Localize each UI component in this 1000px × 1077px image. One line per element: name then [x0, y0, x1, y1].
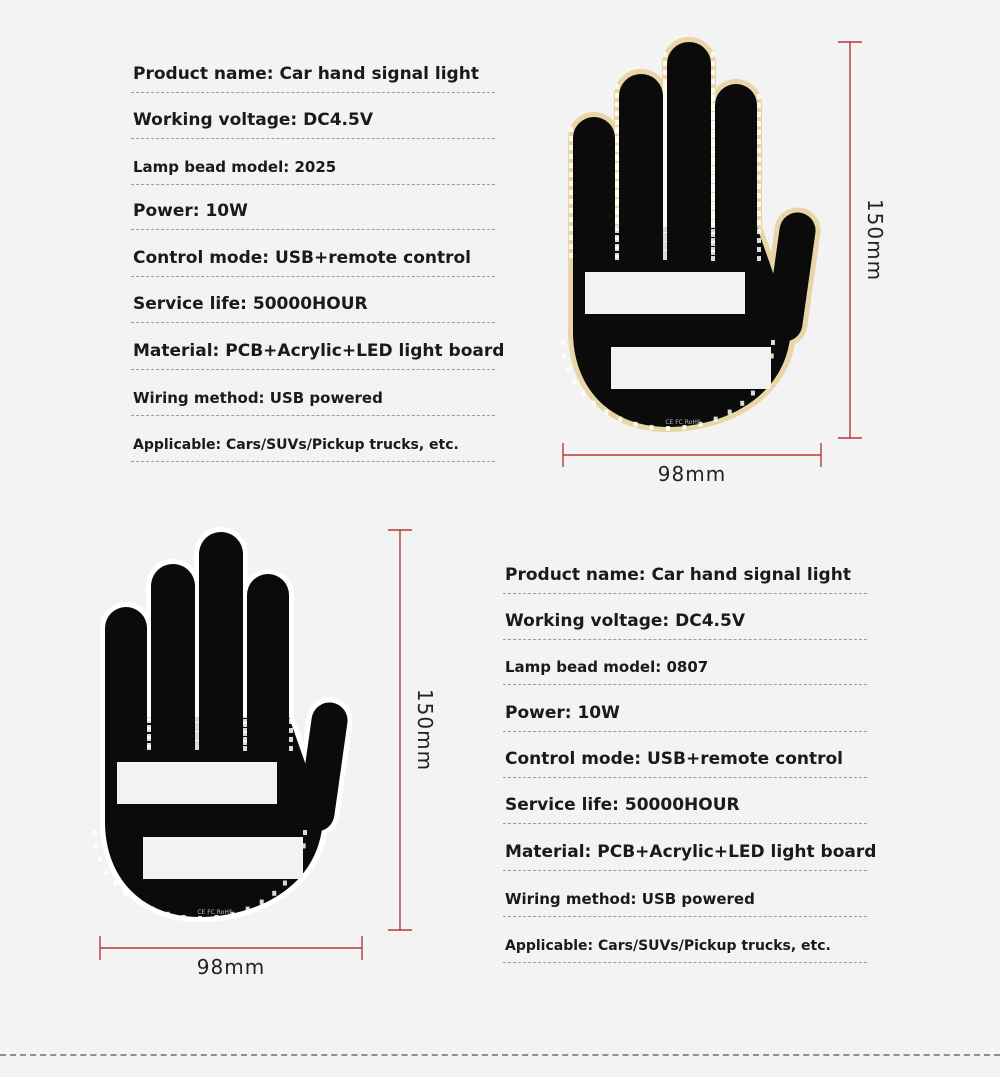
acrylic-panel-upper [117, 762, 277, 804]
height-label: 150mm [863, 198, 887, 282]
spec-working-voltage: Working voltage: DC4.5V [503, 594, 867, 640]
spec-service-life: Service life: 50000HOUR [503, 778, 867, 824]
certification-marks: CE FC RoHS [665, 419, 701, 426]
hand-signal-light-image-2 [90, 520, 437, 990]
hand-signal-light-image-1 [555, 30, 887, 500]
spec-control-mode: Control mode: USB+remote control [131, 230, 495, 277]
spec-lamp-bead-model: Lamp bead model: 2025 [131, 139, 495, 185]
spec-material: Material: PCB+Acrylic+LED light board [503, 824, 867, 871]
footer-divider [0, 1054, 1000, 1056]
spec-power: Power: 10W [131, 185, 495, 230]
spec-list-product-2 [503, 548, 877, 963]
acrylic-panel-upper [585, 272, 745, 314]
spec-power: Power: 10W [503, 685, 867, 732]
width-label: 98mm [657, 462, 727, 486]
spec-control-mode: Control mode: USB+remote control [503, 732, 867, 778]
spec-service-life: Service life: 50000HOUR [131, 277, 495, 323]
hand-board [561, 37, 824, 432]
spec-product-name: Product name: Car hand signal light [131, 48, 495, 93]
height-label: 150mm [413, 688, 437, 772]
spec-lamp-bead-model: Lamp bead model: 0807 [503, 640, 867, 685]
acrylic-panel-lower [611, 347, 771, 389]
spec-applicable: Applicable: Cars/SUVs/Pickup trucks, etc. [131, 416, 495, 462]
spec-product-name: Product name: Car hand signal light [503, 548, 867, 594]
width-label: 98mm [196, 955, 266, 979]
acrylic-panel-lower [143, 837, 303, 879]
spec-wiring-method: Wiring method: USB powered [503, 871, 867, 917]
hand-board [93, 527, 356, 922]
spec-wiring-method: Wiring method: USB powered [131, 370, 495, 416]
certification-marks: CE FC RoHS [197, 909, 233, 916]
spec-list-product-1 [131, 48, 505, 462]
spec-material: Material: PCB+Acrylic+LED light board [131, 323, 495, 370]
spec-applicable: Applicable: Cars/SUVs/Pickup trucks, etc. [503, 917, 867, 963]
spec-working-voltage: Working voltage: DC4.5V [131, 93, 495, 139]
